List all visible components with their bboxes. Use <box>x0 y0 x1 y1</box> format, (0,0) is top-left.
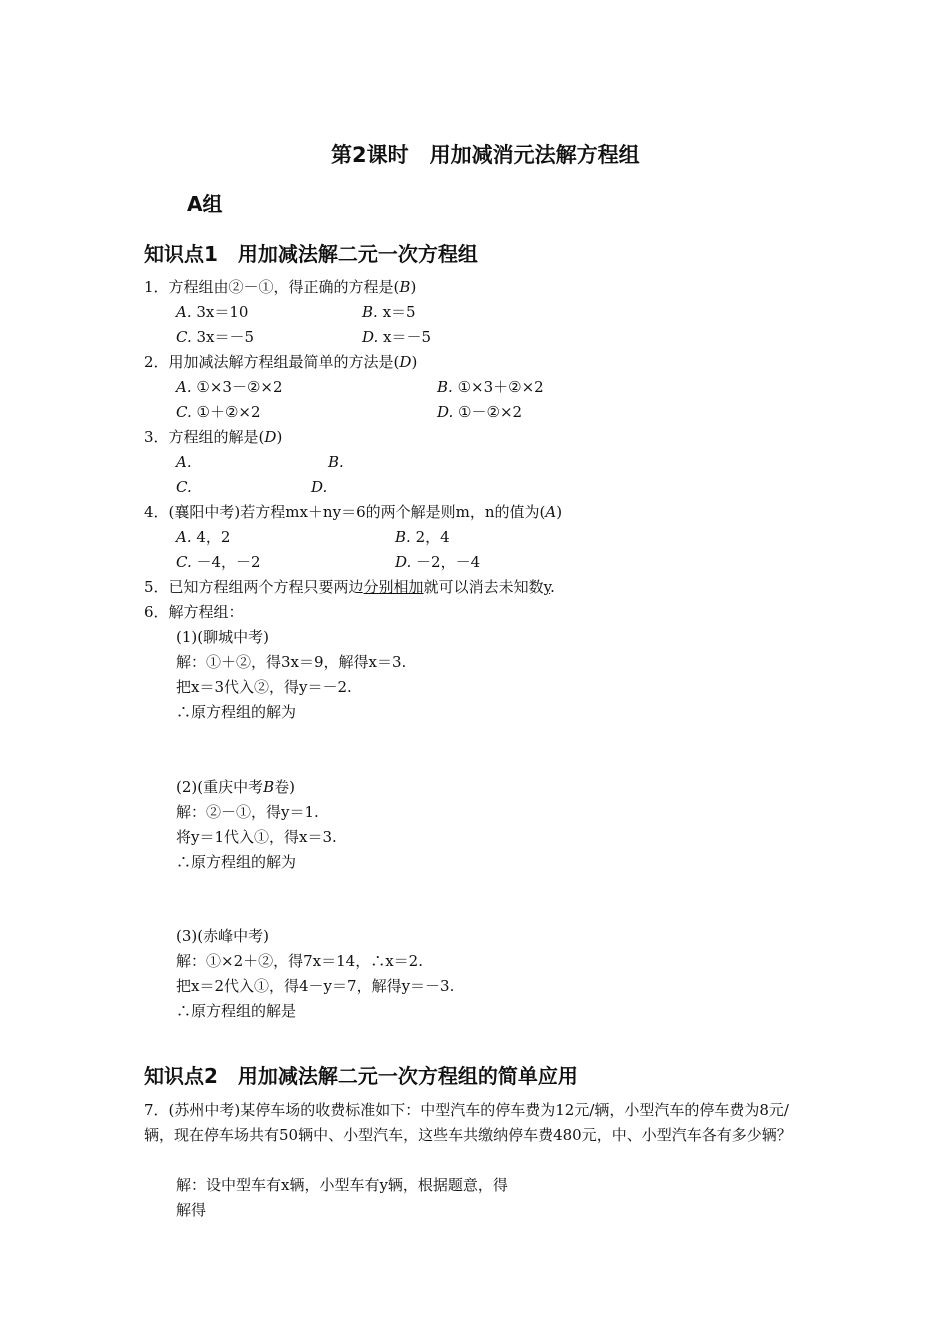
option-text: 3x＝－5 <box>196 328 255 346</box>
option-text: －2，－4 <box>416 553 481 571</box>
option-text: －4，－2 <box>196 553 261 571</box>
q6-part-3-line-1: 解：①×2＋②，得7x＝14，∴x＝2. <box>176 952 423 970</box>
option-text: 2，4 <box>415 528 450 546</box>
question-4-close: ) <box>556 503 563 521</box>
question-1-stem: 1．方程组由②－①，得正确的方程是( <box>144 278 400 296</box>
option-letter: A. <box>176 453 192 471</box>
q3-option-b <box>328 452 344 472</box>
question-5 <box>144 577 555 597</box>
q3-option-a <box>176 452 192 472</box>
q2-option-b <box>437 377 544 397</box>
option-text: 4，2 <box>196 528 231 546</box>
q4-option-a <box>176 527 230 547</box>
option-letter: B. <box>437 378 453 396</box>
option-text: ①＋②×2 <box>196 403 261 421</box>
q7-line-1: 解：设中型车有x辆，小型车有y辆，根据题意，得 <box>176 1176 508 1194</box>
option-letter: A. <box>176 303 192 321</box>
label-post: 卷) <box>274 778 295 796</box>
q6-part-1-line-1: 解：①＋②，得3x＝9，解得x＝3. <box>176 653 407 671</box>
question-2-answer: D <box>399 353 412 371</box>
label-pre: (2)(重庆中考 <box>176 778 264 796</box>
q6-part-2-line-1: 解：②－①，得y＝1. <box>176 803 319 821</box>
question-4-answer: A <box>545 503 557 521</box>
question-1-close: ) <box>410 278 417 296</box>
option-letter: D. <box>437 403 454 421</box>
question-4 <box>144 502 562 522</box>
q6-part-1-line-2: 把x＝3代入②，得y＝－2. <box>176 678 352 696</box>
question-5-suffix: . <box>550 578 555 596</box>
q1-option-d <box>362 327 431 347</box>
section-heading-2: 知识点2 用加减法解二元一次方程组的简单应用 <box>144 1064 578 1088</box>
option-letter: D. <box>311 478 328 496</box>
question-5-blank-1: 分别相加 <box>363 578 424 596</box>
question-1-answer: B <box>399 278 411 296</box>
option-text: x＝5 <box>382 303 416 321</box>
question-3-close: ) <box>276 428 283 446</box>
q6-part-2-label <box>176 777 295 797</box>
option-letter: A. <box>176 528 192 546</box>
q6-part-3-line-2: 把x＝2代入①，得4－y＝7，解得y＝－3. <box>176 977 455 995</box>
page-title: 第2课时 用加减消元法解方程组 <box>331 143 640 167</box>
option-letter: B. <box>362 303 378 321</box>
question-1 <box>144 277 416 297</box>
q4-option-d <box>395 552 480 572</box>
q6-part-3-line-3: ∴原方程组的解是 <box>176 1002 297 1020</box>
q1-option-a <box>176 302 248 322</box>
q6-part-3-label: (3)(赤峰中考) <box>176 927 269 945</box>
group-label: A组 <box>187 192 223 216</box>
option-letter: B. <box>328 453 344 471</box>
q6-part-2-line-3: ∴原方程组的解为 <box>176 853 297 871</box>
question-2 <box>144 352 417 372</box>
question-3-stem: 3．方程组的解是( <box>144 428 265 446</box>
question-5-prefix: 5．已知方程组两个方程只要两边 <box>144 578 364 596</box>
option-text: ①－②×2 <box>458 403 523 421</box>
question-5-middle: 就可以消去未知数 <box>423 578 544 596</box>
q1-option-b <box>362 302 416 322</box>
q4-option-b <box>395 527 450 547</box>
label-italic: B <box>263 778 275 796</box>
q2-option-a <box>176 377 283 397</box>
option-letter: A. <box>176 378 192 396</box>
q4-option-c <box>176 552 261 572</box>
option-letter: C. <box>176 403 192 421</box>
question-2-stem: 2．用加减法解方程组最简单的方法是( <box>144 353 400 371</box>
question-6: 6．解方程组： <box>144 603 244 621</box>
option-letter: C. <box>176 553 192 571</box>
option-text: ①×3＋②×2 <box>457 378 544 396</box>
question-2-close: ) <box>411 353 418 371</box>
question-3-answer: D <box>264 428 277 446</box>
question-4-stem: 4．(襄阳中考)若方程mx＋ny＝6的两个解是则m，n的值为( <box>144 503 546 521</box>
option-text: 3x＝10 <box>196 303 249 321</box>
option-letter: D. <box>362 328 379 346</box>
q6-part-1-label: (1)(聊城中考) <box>176 628 269 646</box>
q1-option-c <box>176 327 254 347</box>
option-letter: C. <box>176 478 192 496</box>
q6-part-2-line-2: 将y＝1代入①，得x＝3. <box>176 828 337 846</box>
option-letter: C. <box>176 328 192 346</box>
q2-option-c <box>176 402 261 422</box>
q6-part-1-line-3: ∴原方程组的解为 <box>176 703 297 721</box>
question-7: 7．(苏州中考)某停车场的收费标准如下：中型汽车的停车费为12元/辆，小型汽车的停车费为8元/辆，现在停车场共有50辆中、小型汽车，这些车共缴纳停车费480元，中、小型汽车各有多少辆？ <box>144 1101 792 1144</box>
option-text: ①×3－②×2 <box>196 378 283 396</box>
q2-option-d <box>437 402 522 422</box>
question-3 <box>144 427 282 447</box>
option-text: x＝－5 <box>383 328 432 346</box>
q3-option-d <box>311 477 327 497</box>
section-heading-1: 知识点1 用加减法解二元一次方程组 <box>144 242 478 266</box>
option-letter: B. <box>395 528 411 546</box>
option-letter: D. <box>395 553 412 571</box>
q3-option-c <box>176 477 192 497</box>
q7-line-2: 解得 <box>176 1201 207 1219</box>
question-5-blank-2: y <box>543 578 551 596</box>
